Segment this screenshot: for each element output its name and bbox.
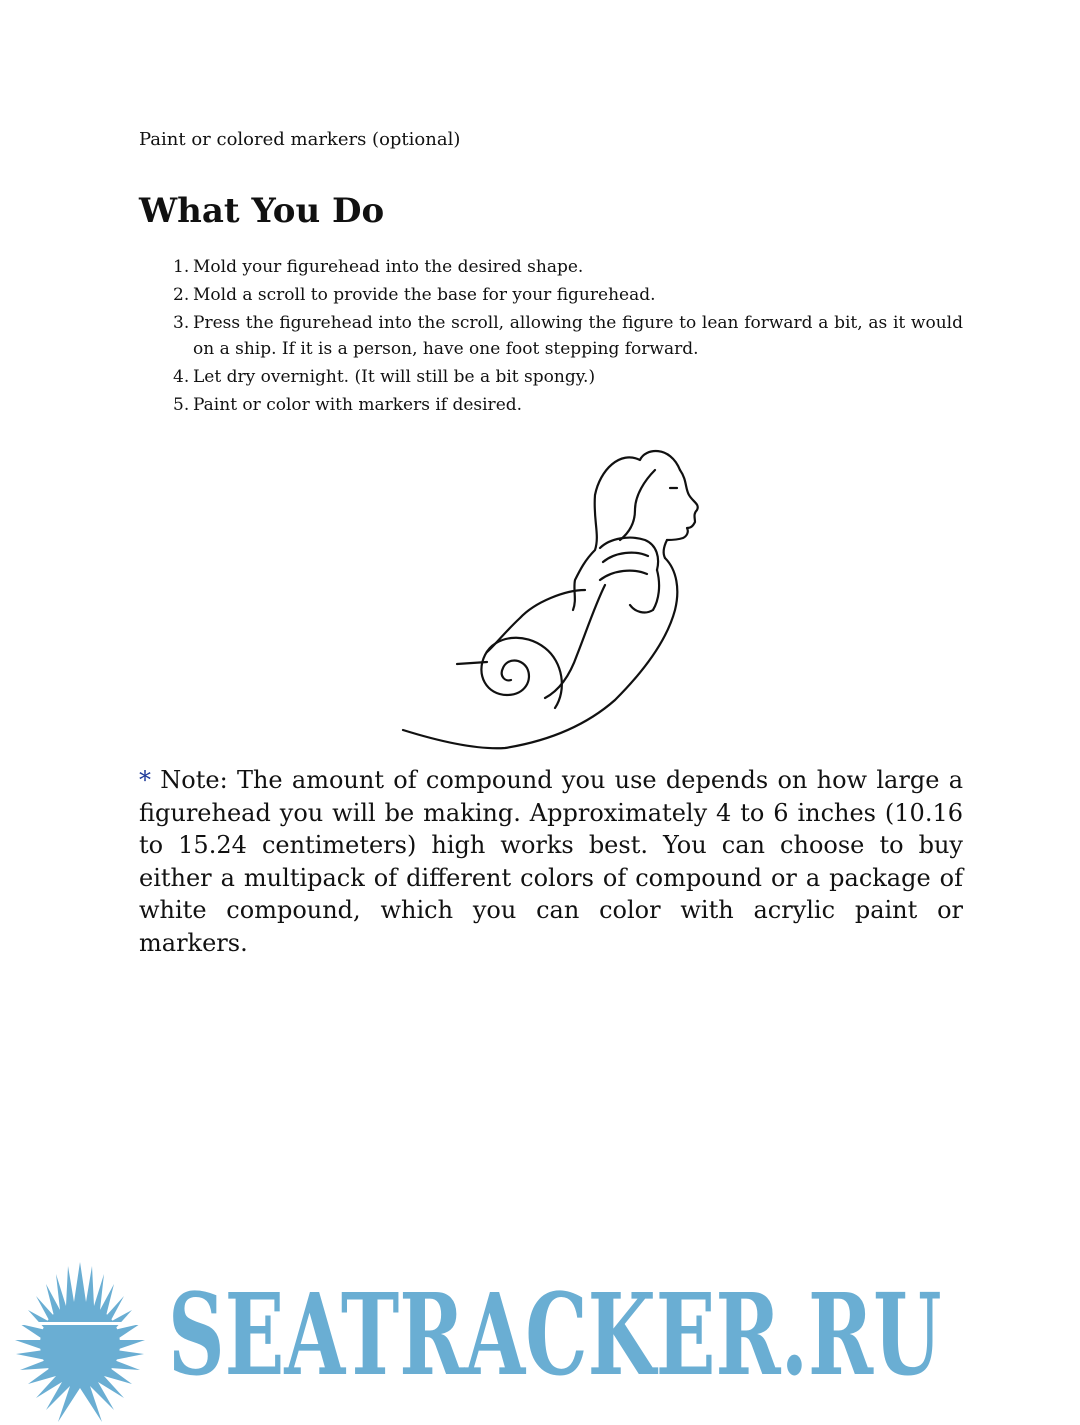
step-number: 5. xyxy=(173,395,190,415)
step-item xyxy=(173,364,963,390)
step-item xyxy=(173,282,963,308)
step-number: 2. xyxy=(173,285,190,305)
note-text: Note: The amount of compound you use depends on how large a figurehead you will be making. Approximately 4 to 6 inches (10.16 to 15.24 centimeters) high works best. You can choose to buy either a multipack of different colors of compound or a package of white compound, which you can color with acrylic paint or markers. xyxy=(139,766,963,957)
step-item xyxy=(173,310,963,362)
step-item xyxy=(173,254,963,280)
note-marker: * xyxy=(139,766,151,794)
watermark-text: SEATRACKER.RU xyxy=(168,1270,942,1401)
step-number: 4. xyxy=(173,367,190,387)
step-text: Mold a scroll to provide the base for your figurehead. xyxy=(193,285,656,305)
step-text: Mold your figurehead into the desired shape. xyxy=(193,257,584,277)
note-paragraph xyxy=(139,764,963,959)
section-heading: What You Do xyxy=(139,191,385,231)
instruction-steps xyxy=(173,254,963,420)
step-item xyxy=(173,392,963,418)
watermark xyxy=(0,1262,1080,1425)
step-number: 3. xyxy=(173,313,190,333)
step-number: 1. xyxy=(173,257,190,277)
step-text: Let dry overnight. (It will still be a bit spongy.) xyxy=(193,367,596,387)
step-text: Press the figurehead into the scroll, allowing the figure to lean forward a bit, as it would on a ship. If it is a person, have one foot stepping forward. xyxy=(193,313,963,359)
sun-logo xyxy=(0,1262,170,1425)
step-text: Paint or color with markers if desired. xyxy=(193,395,523,415)
figurehead-illustration xyxy=(395,440,710,755)
materials-list-item: Paint or colored markers (optional) xyxy=(139,129,461,150)
